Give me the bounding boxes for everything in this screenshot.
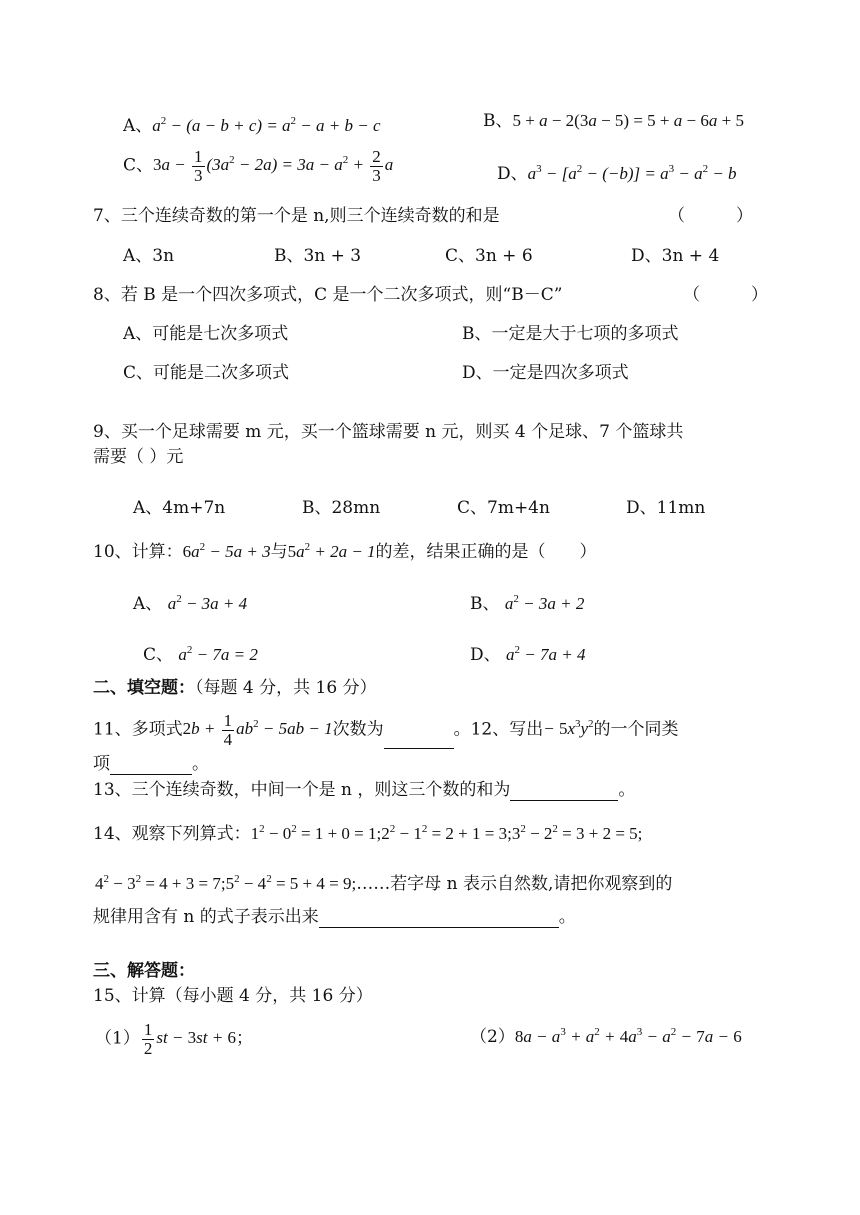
q14-question-line2 xyxy=(95,868,672,895)
q8-answer-paren: （ ） xyxy=(683,285,768,305)
q10-option-d xyxy=(470,639,586,666)
q14-cont: ……若字母 n 表示自然数,请把你观察到的 xyxy=(356,874,673,894)
math-expression: $a^2 - 3a + 2$ xyxy=(504,593,585,613)
section2-heading: 二、填空题： xyxy=(93,678,195,698)
q11-answer-blank[interactable] xyxy=(384,730,454,749)
q12-answer-blank[interactable] xyxy=(110,756,192,775)
q6-option-c xyxy=(123,148,393,185)
math-expression: $a^2 - 3a + 4$ xyxy=(167,593,248,613)
q6-option-a xyxy=(123,110,381,137)
q15-part1-label: （1） xyxy=(95,1028,140,1049)
q10-question xyxy=(93,536,597,563)
section2-note: （每题 4 分，共 16 分） xyxy=(195,678,377,698)
q13-end: 。 xyxy=(618,780,636,800)
q7-question: 7、三个连续奇数的第一个是 n,则三个连续奇数的和是 xyxy=(93,206,500,226)
q8-option-a: A、可能是七次多项式 xyxy=(123,324,289,344)
section3-heading: 三、解答题： xyxy=(93,961,195,981)
q12-suffix: 的一个同类 xyxy=(593,719,679,740)
option-label: A、 xyxy=(133,594,163,614)
q14-prefix: 14、观察下列算式： xyxy=(93,824,251,844)
option-label: A、 xyxy=(123,116,153,136)
q14-answer-blank[interactable] xyxy=(319,909,559,928)
q13-answer-blank[interactable] xyxy=(510,782,618,801)
q14-end: 。 xyxy=(558,907,576,927)
option-label: B、 xyxy=(483,111,513,131)
q13-text: 13、三个连续奇数，中间一个是 n ，则这三个数的和为 xyxy=(93,780,511,800)
q8-question: 8、若 B 是一个四次多项式，C 是一个二次多项式，则“B－C” xyxy=(93,285,563,305)
q11-end: 。 xyxy=(453,719,471,740)
math-expression: $4^2 - 3^2 = 4 + 3$ = $7;5^2 - 4^2 = 5 + 4 = 9$; xyxy=(95,873,357,893)
q12-prefix: 12、写出 xyxy=(470,719,544,740)
q9-option-a: A、4m+7n xyxy=(133,498,226,518)
option-label: D、 xyxy=(497,164,528,184)
q7-answer-paren: （ ） xyxy=(668,206,753,226)
q9-option-b: B、28mn xyxy=(302,498,381,518)
q7-option-a: A、3n xyxy=(123,246,175,266)
math-expression: $a^3 - [a^2 - (-b)] = a^3 - a^2 - b$ xyxy=(527,163,737,183)
option-label: D、 xyxy=(470,645,501,665)
q9-option-d: D、11mn xyxy=(626,498,706,518)
math-expression: $6a^2 - 5a + 3$ xyxy=(182,541,271,561)
q13-question xyxy=(93,779,635,801)
q11-prefix: 11、多项式 xyxy=(93,719,183,740)
math-expression: $a^2 - 7a = 2$ xyxy=(178,644,258,664)
q15-part2 xyxy=(470,1021,742,1048)
q8-option-b: B、一定是大于七项的多项式 xyxy=(462,324,679,344)
q11-q12-line xyxy=(93,712,679,749)
q15-part1-end: ； xyxy=(235,1028,253,1049)
math-expression: $\frac{1}{2}$ st − 3st + 6 xyxy=(143,1020,236,1058)
section2-header xyxy=(93,677,377,699)
q6-option-d xyxy=(497,158,737,185)
q10-option-b xyxy=(470,588,584,615)
math-expression: $1^2 - 0^2 = 1 + 0$ = $1;2^2 - 1^2 = 2 + 1$ = $3;3^2 - 2^2 = 3 + 2 = 5$; xyxy=(250,823,643,843)
math-expression: $a^2 - 7a + 4$ xyxy=(506,644,586,664)
q14-question-line1 xyxy=(93,818,642,845)
q7-option-b: B、3n + 3 xyxy=(274,246,362,266)
q9-option-c: C、7m+4n xyxy=(457,498,550,518)
q6-option-b xyxy=(483,110,744,132)
q15-part1 xyxy=(95,1021,253,1058)
math-expression: 3a − $\frac{1}{3}$ $(3a^2 - 2a) = 3a - a^2$ + $\frac{2}{3}$ a xyxy=(153,147,394,185)
option-label: C、 xyxy=(123,155,154,176)
math-expression: $a^2 - (a - b + c) = a^2 - a + b - c$ xyxy=(152,115,381,135)
q11-suffix: 次数为 xyxy=(332,719,384,740)
q10-suffix: 的差，结果正确的是（ ） xyxy=(375,542,597,562)
q8-option-d: D、一定是四次多项式 xyxy=(462,363,629,383)
q7-option-d: D、3n + 4 xyxy=(631,246,720,266)
q9-question-line2: 需要（ ）元 xyxy=(93,447,184,467)
q12-line2 xyxy=(93,753,209,775)
q9-question-line1: 9、买一个足球需要 m 元，买一个篮球需要 n 元，则买 4 个足球、7 个篮球共 xyxy=(93,422,684,442)
math-expression: − $5x^3y^2$ xyxy=(543,718,594,739)
math-expression: 5 + a − 2(3a − 5) = 5 + a − 6a + 5 xyxy=(512,111,744,130)
math-expression: $5a^2 + 2a - 1$ xyxy=(287,541,376,561)
q8-option-c: C、可能是二次多项式 xyxy=(123,363,290,383)
math-expression: 2b + $\frac{1}{4}$ $ab^2 - 5ab - 1$ xyxy=(182,711,333,749)
option-label: C、 xyxy=(143,645,174,665)
q10-option-a xyxy=(133,588,247,615)
option-label: B、 xyxy=(470,594,500,614)
q10-mid: 与 xyxy=(270,542,288,562)
q14-line3: 规律用含有 n 的式子表示出来 xyxy=(93,907,319,927)
q10-prefix: 10、计算： xyxy=(93,542,183,562)
q12-line2-text: 项 xyxy=(93,754,110,774)
q12-end: 。 xyxy=(192,754,209,774)
q7-option-c: C、3n + 6 xyxy=(445,246,533,266)
math-expression: $8a - a^3 + a^2 + 4a^3 - a^2 - 7a - 6$ xyxy=(514,1026,742,1046)
q10-option-c xyxy=(143,639,258,666)
q15-part2-label: （2） xyxy=(470,1027,515,1047)
q15-question: 15、计算（每小题 4 分，共 16 分） xyxy=(93,986,373,1006)
q14-question-line3 xyxy=(93,906,576,928)
